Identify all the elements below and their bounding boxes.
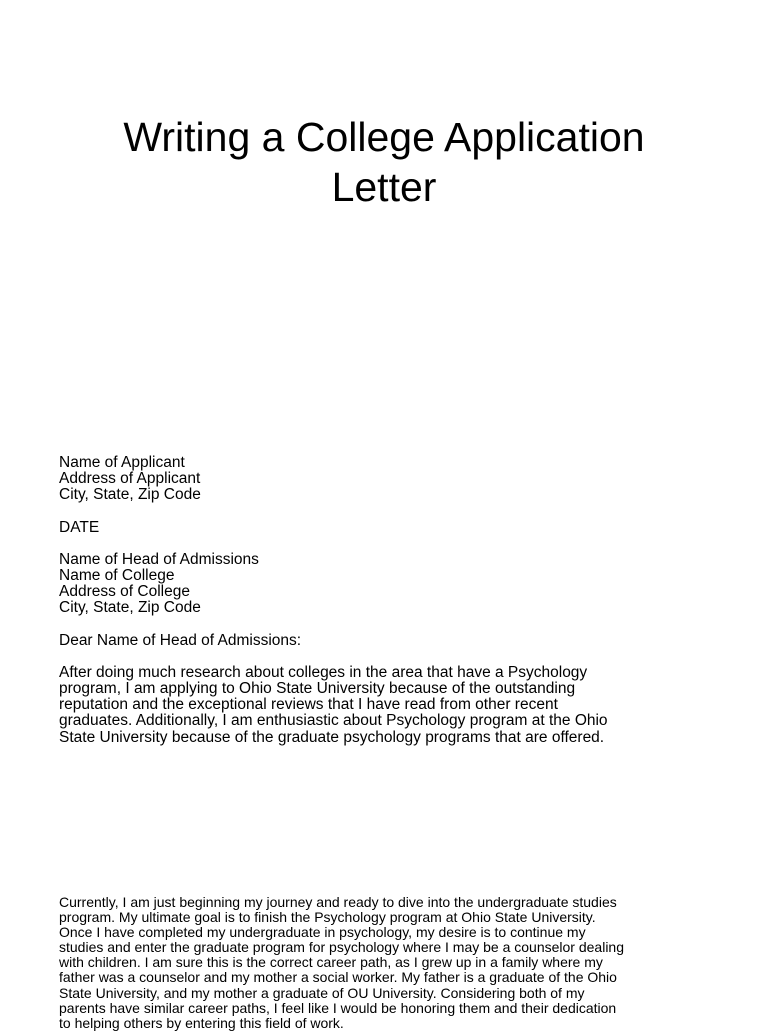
paragraph-1 [59, 665, 719, 746]
paragraph-line: to helping others by entering this field of work. [59, 1014, 344, 1031]
paragraph-line: After doing much research about colleges in the area that have a Psychology [59, 663, 588, 681]
sender-address-block [59, 455, 719, 504]
sender-city-state-zip: City, State, Zip Code [59, 486, 201, 504]
recipient-college: Name of College [59, 567, 175, 585]
sender-name: Name of Applicant [59, 454, 185, 471]
paragraph-line: State University, and my mother a graduate of OU University. Considering both of my [59, 984, 585, 1001]
paragraph-2 [59, 895, 719, 1031]
paragraph-line: parents have similar career paths, I feel like I would be honoring them and their dedication [59, 999, 617, 1016]
paragraph-line: reputation and the exceptional reviews that I have read from other recent [59, 696, 558, 714]
paragraph-line: graduates. Additionally, I am enthusiastic about Psychology program at the Ohio [59, 712, 608, 730]
recipient-city-state-zip: City, State, Zip Code [59, 599, 201, 617]
title-line-1: Writing a College Application [123, 114, 645, 160]
paragraph-line: State University because of the graduate psychology programs that are offered. [59, 728, 605, 746]
sender-address: Address of Applicant [59, 470, 201, 488]
spacer [59, 617, 719, 633]
paragraph-line: with children. I am sure this is the correct career path, as I grew up in a family where my [59, 954, 603, 971]
spacer [59, 649, 719, 665]
paragraph-line: studies and enter the graduate program for psychology where I may be a counselor dealing [59, 939, 625, 956]
spacer [59, 504, 719, 520]
paragraph-line: Currently, I am just beginning my journey and ready to dive into the undergraduate studies [59, 894, 617, 910]
letter-date: DATE [59, 518, 100, 536]
letter-body [59, 455, 719, 746]
paragraph-line: father was a counselor and my mother a social worker. My father is a graduate of the Ohio [59, 969, 617, 986]
recipient-name: Name of Head of Admissions [59, 550, 259, 568]
recipient-address: Address of College [59, 583, 190, 601]
recipient-address-block [59, 552, 719, 617]
title-line-2: Letter [331, 164, 437, 210]
salutation: Dear Name of Head of Admissions: [59, 631, 302, 649]
paragraph-line: Once I have completed my undergraduate in psychology, my desire is to continue my [59, 924, 586, 941]
document-title [0, 112, 768, 212]
paragraph-line: program. My ultimate goal is to finish the Psychology program at Ohio State University. [59, 909, 596, 926]
spacer [59, 536, 719, 552]
paragraph-line: program, I am applying to Ohio State University because of the outstanding [59, 680, 576, 698]
